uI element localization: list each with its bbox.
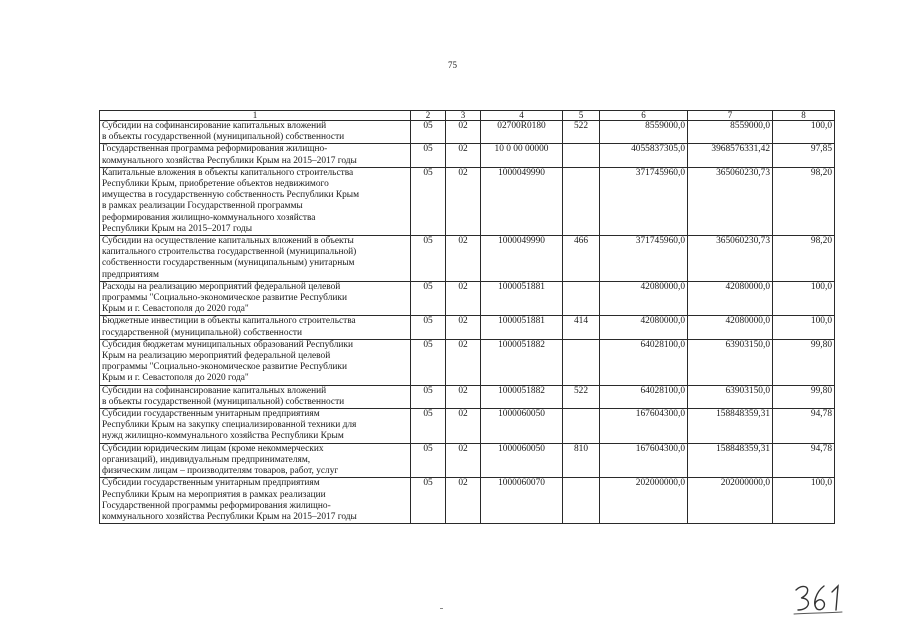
page-number: 75 — [448, 60, 457, 70]
row-percent: 94,78 — [773, 443, 835, 478]
row-actual: 63903150,0 — [688, 339, 773, 385]
header-col-5: 5 — [563, 111, 600, 121]
table-row — [100, 385, 835, 408]
row-percent: 100,0 — [773, 281, 835, 316]
row-planned: 4055837305,0 — [600, 144, 688, 167]
row-name: Расходы на реализацию мероприятий федеральной целевой программы "Социально-экономическое развитие Республики Крым и г. Севастополя до 2020 года" — [100, 281, 411, 316]
row-subsection: 02 — [446, 339, 481, 385]
row-name: Субсидии государственным унитарным предприятиям Республики Крым на мероприятия в рамках реализации Государственной программы реформирования жилищно- коммунального хозяйства Республики Крым на 2015–2017 годы — [100, 478, 411, 524]
row-percent: 94,78 — [773, 409, 835, 444]
header-col-2: 2 — [411, 111, 446, 121]
row-actual: 42080000,0 — [688, 281, 773, 316]
row-expense-type — [563, 409, 600, 444]
row-name: Государственная программа реформирования жилищно- коммунального хозяйства Республики Крым на 2015–2017 годы — [100, 144, 411, 167]
row-section: 05 — [411, 236, 446, 282]
row-expense-type: 414 — [563, 316, 600, 339]
row-planned: 42080000,0 — [600, 316, 688, 339]
row-actual: 158848359,31 — [688, 443, 773, 478]
table-row — [100, 409, 835, 444]
table-row — [100, 281, 835, 316]
row-expense-type: 522 — [563, 385, 600, 408]
row-target-article: 1000051881 — [481, 316, 563, 339]
row-section: 05 — [411, 316, 446, 339]
row-name: Субсидии на софинансирование капитальных вложений в объекты государственной (муниципальной) собственности — [100, 385, 411, 408]
row-section: 05 — [411, 385, 446, 408]
header-col-4: 4 — [481, 111, 563, 121]
row-actual: 3968576331,42 — [688, 144, 773, 167]
row-subsection: 02 — [446, 167, 481, 235]
budget-table — [99, 110, 835, 524]
row-percent: 98,20 — [773, 167, 835, 235]
header-row — [100, 111, 835, 121]
row-actual: 202000000,0 — [688, 478, 773, 524]
row-subsection: 02 — [446, 443, 481, 478]
row-expense-type — [563, 339, 600, 385]
row-expense-type — [563, 144, 600, 167]
header-col-7: 7 — [688, 111, 773, 121]
table-row — [100, 167, 835, 235]
row-actual: 42080000,0 — [688, 316, 773, 339]
table-row — [100, 478, 835, 524]
row-subsection: 02 — [446, 236, 481, 282]
row-section: 05 — [411, 478, 446, 524]
row-section: 05 — [411, 339, 446, 385]
row-actual: 63903150,0 — [688, 385, 773, 408]
row-target-article: 1000051881 — [481, 281, 563, 316]
row-name: Субсидии государственным унитарным предприятиям Республики Крым на закупку специализированной техники для нужд жилищно-коммунального хозяйства Республики Крым — [100, 409, 411, 444]
row-percent: 100,0 — [773, 121, 835, 144]
row-target-article: 1000049990 — [481, 236, 563, 282]
row-section: 05 — [411, 281, 446, 316]
row-expense-type: 810 — [563, 443, 600, 478]
row-target-article: 1000049990 — [481, 167, 563, 235]
row-target-article: 1000051882 — [481, 339, 563, 385]
row-name: Субсидии юридическим лицам (кроме некоммерческих организаций), индивидуальным предпринимателям, физическим лицам – производителям товаров, работ, услуг — [100, 443, 411, 478]
row-target-article: 02700R0180 — [481, 121, 563, 144]
row-subsection: 02 — [446, 121, 481, 144]
row-planned: 371745960,0 — [600, 167, 688, 235]
row-percent: 98,20 — [773, 236, 835, 282]
row-actual: 365060230,73 — [688, 167, 773, 235]
row-percent: 100,0 — [773, 478, 835, 524]
row-actual: 365060230,73 — [688, 236, 773, 282]
row-expense-type — [563, 478, 600, 524]
header-col-3: 3 — [446, 111, 481, 121]
table-row — [100, 443, 835, 478]
row-target-article: 1000051882 — [481, 385, 563, 408]
row-expense-type — [563, 167, 600, 235]
row-target-article: 1000060050 — [481, 409, 563, 444]
row-subsection: 02 — [446, 409, 481, 444]
row-expense-type — [563, 281, 600, 316]
row-percent: 99,80 — [773, 385, 835, 408]
header-col-8: 8 — [773, 111, 835, 121]
row-planned: 167604300,0 — [600, 443, 688, 478]
row-planned: 64028100,0 — [600, 385, 688, 408]
row-section: 05 — [411, 443, 446, 478]
row-section: 05 — [411, 167, 446, 235]
row-name: Бюджетные инвестиции в объекты капитального строительства государственной (муниципальной) собственности — [100, 316, 411, 339]
row-subsection: 02 — [446, 385, 481, 408]
header-col-1: 1 — [100, 111, 411, 121]
row-subsection: 02 — [446, 281, 481, 316]
row-percent: 97,85 — [773, 144, 835, 167]
row-percent: 99,80 — [773, 339, 835, 385]
handwritten-page-number — [790, 580, 850, 620]
row-subsection: 02 — [446, 144, 481, 167]
row-name: Субсидии на софинансирование капитальных вложений в объекты государственной (муниципальной) собственности — [100, 121, 411, 144]
row-subsection: 02 — [446, 316, 481, 339]
row-planned: 202000000,0 — [600, 478, 688, 524]
row-name: Субсидия бюджетам муниципальных образований Республики Крым на реализацию мероприятий федеральной целевой программы "Социально-экономическое развитие Республики Крым и г. Севастополя до 2020 года" — [100, 339, 411, 385]
row-section: 05 — [411, 144, 446, 167]
row-actual: 8559000,0 — [688, 121, 773, 144]
row-section: 05 — [411, 121, 446, 144]
row-name: Субсидии на осуществление капитальных вложений в объекты капитального строительства государственной (муниципальной) собственности государственным (муниципальным) унитарным предприятиям — [100, 236, 411, 282]
row-expense-type: 522 — [563, 121, 600, 144]
row-planned: 8559000,0 — [600, 121, 688, 144]
row-percent: 100,0 — [773, 316, 835, 339]
row-planned: 167604300,0 — [600, 409, 688, 444]
row-planned: 42080000,0 — [600, 281, 688, 316]
row-target-article: 1000060070 — [481, 478, 563, 524]
table-row — [100, 316, 835, 339]
row-target-article: 10 0 00 00000 — [481, 144, 563, 167]
table-row — [100, 121, 835, 144]
row-name: Капитальные вложения в объекты капитального строительства Республики Крым, приобретение объектов недвижимого имущества в государственную собственность Республики Крым в рамках реализации Государственной программы реформирования жилищно-коммунального хозяйства Республики Крым на 2015–2017 годы — [100, 167, 411, 235]
row-planned: 371745960,0 — [600, 236, 688, 282]
row-actual: 158848359,31 — [688, 409, 773, 444]
table-row — [100, 236, 835, 282]
scan-mark — [440, 608, 443, 609]
row-planned: 64028100,0 — [600, 339, 688, 385]
table-row — [100, 339, 835, 385]
row-section: 05 — [411, 409, 446, 444]
header-col-6: 6 — [600, 111, 688, 121]
row-expense-type: 466 — [563, 236, 600, 282]
row-target-article: 1000060050 — [481, 443, 563, 478]
row-subsection: 02 — [446, 478, 481, 524]
table-row — [100, 144, 835, 167]
